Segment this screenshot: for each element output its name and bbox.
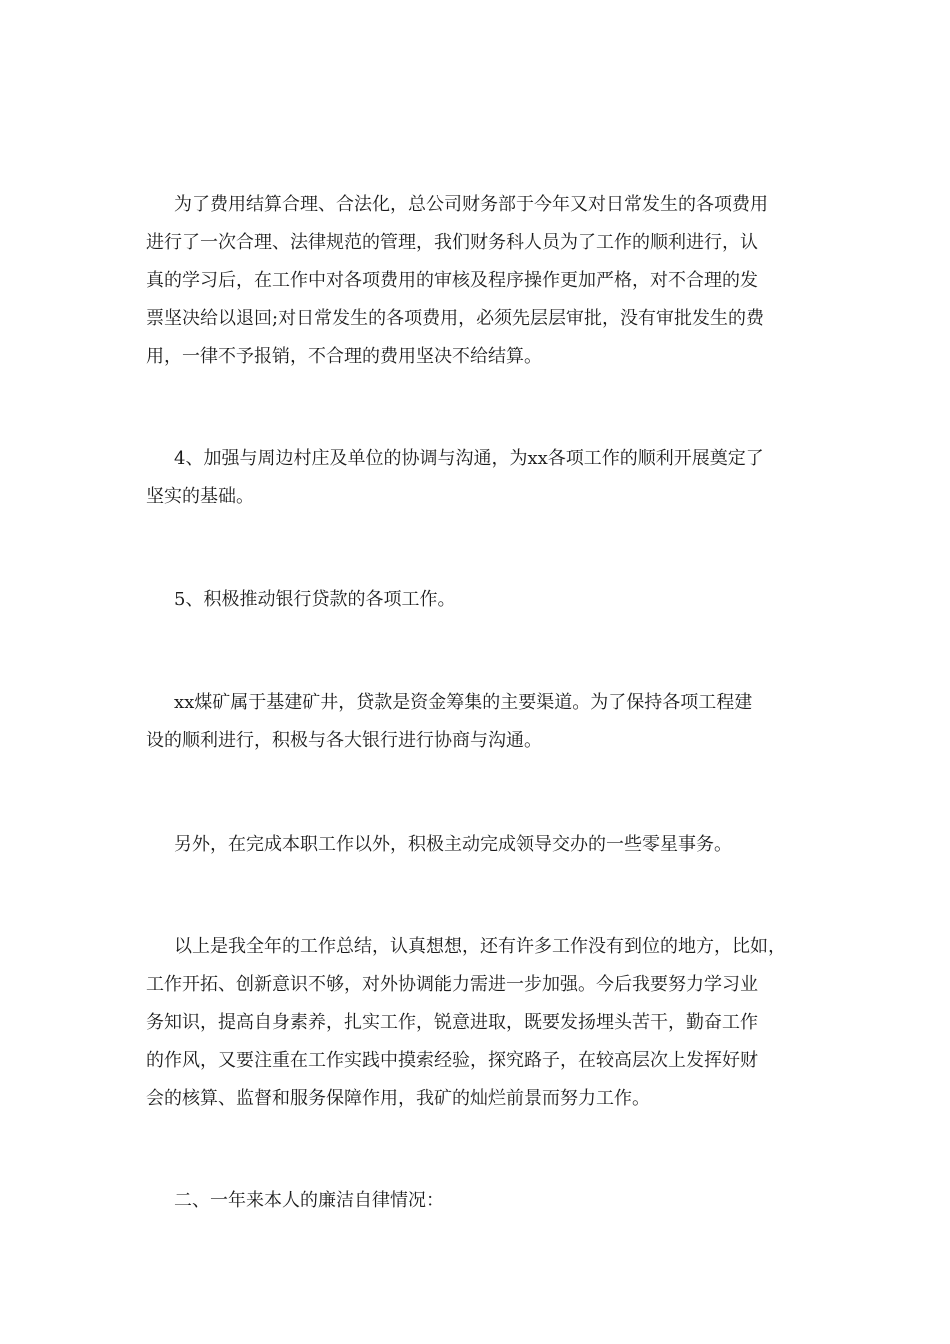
text-line: 4、加强与周边村庄及单位的协调与沟通，为xx各项工作的顺利开展奠定了 (174, 448, 764, 469)
text-line: 票坚决给以退回;对日常发生的各项费用，必须先层层审批，没有审批发生的费 (146, 308, 765, 329)
paragraph-other-tasks (146, 826, 816, 864)
paragraph-item-4 (146, 440, 816, 516)
text-line: xx煤矿属于基建矿井，贷款是资金筹集的主要渠道。为了保持各项工程建 (174, 692, 753, 713)
text-line: 进行了一次合理、法律规范的管理，我们财务科人员为了工作的顺利进行，认 (146, 232, 758, 253)
text-line: 以上是我全年的工作总结，认真想想，还有许多工作没有到位的地方，比如， (174, 936, 786, 957)
text-line: 务知识，提高自身素养，扎实工作，锐意进取，既要发扬埋头苦干，勤奋工作 (146, 1012, 758, 1033)
section-heading-text: 二、一年来本人的廉洁自律情况： (174, 1190, 444, 1211)
text-line: 坚实的基础。 (146, 486, 254, 507)
text-line: 另外，在完成本职工作以外，积极主动完成领导交办的一些零星事务。 (174, 834, 732, 855)
text-line: 会的核算、监督和服务保障作用，我矿的灿烂前景而努力工作。 (146, 1088, 650, 1109)
text-line: 为了费用结算合理、合法化，总公司财务部于今年又对日常发生的各项费用 (174, 194, 768, 215)
paragraph-summary (146, 928, 816, 1118)
section-heading-integrity (146, 1182, 816, 1220)
text-line: 设的顺利进行，积极与各大银行进行协商与沟通。 (146, 730, 542, 751)
text-line: 5、积极推动银行贷款的各项工作。 (174, 589, 456, 610)
text-line: 用，一律不予报销，不合理的费用坚决不给结算。 (146, 346, 542, 367)
paragraph-coal-mine-loans (146, 684, 816, 760)
text-line: 的作风，又要注重在工作实践中摸索经验，探究路子，在较高层次上发挥好财 (146, 1050, 758, 1071)
paragraph-expense-management (146, 186, 816, 376)
text-line: 工作开拓、创新意识不够，对外协调能力需进一步加强。今后我要努力学习业 (146, 974, 758, 995)
text-line: 真的学习后，在工作中对各项费用的审核及程序操作更加严格，对不合理的发 (146, 270, 758, 291)
paragraph-item-5 (146, 581, 816, 619)
